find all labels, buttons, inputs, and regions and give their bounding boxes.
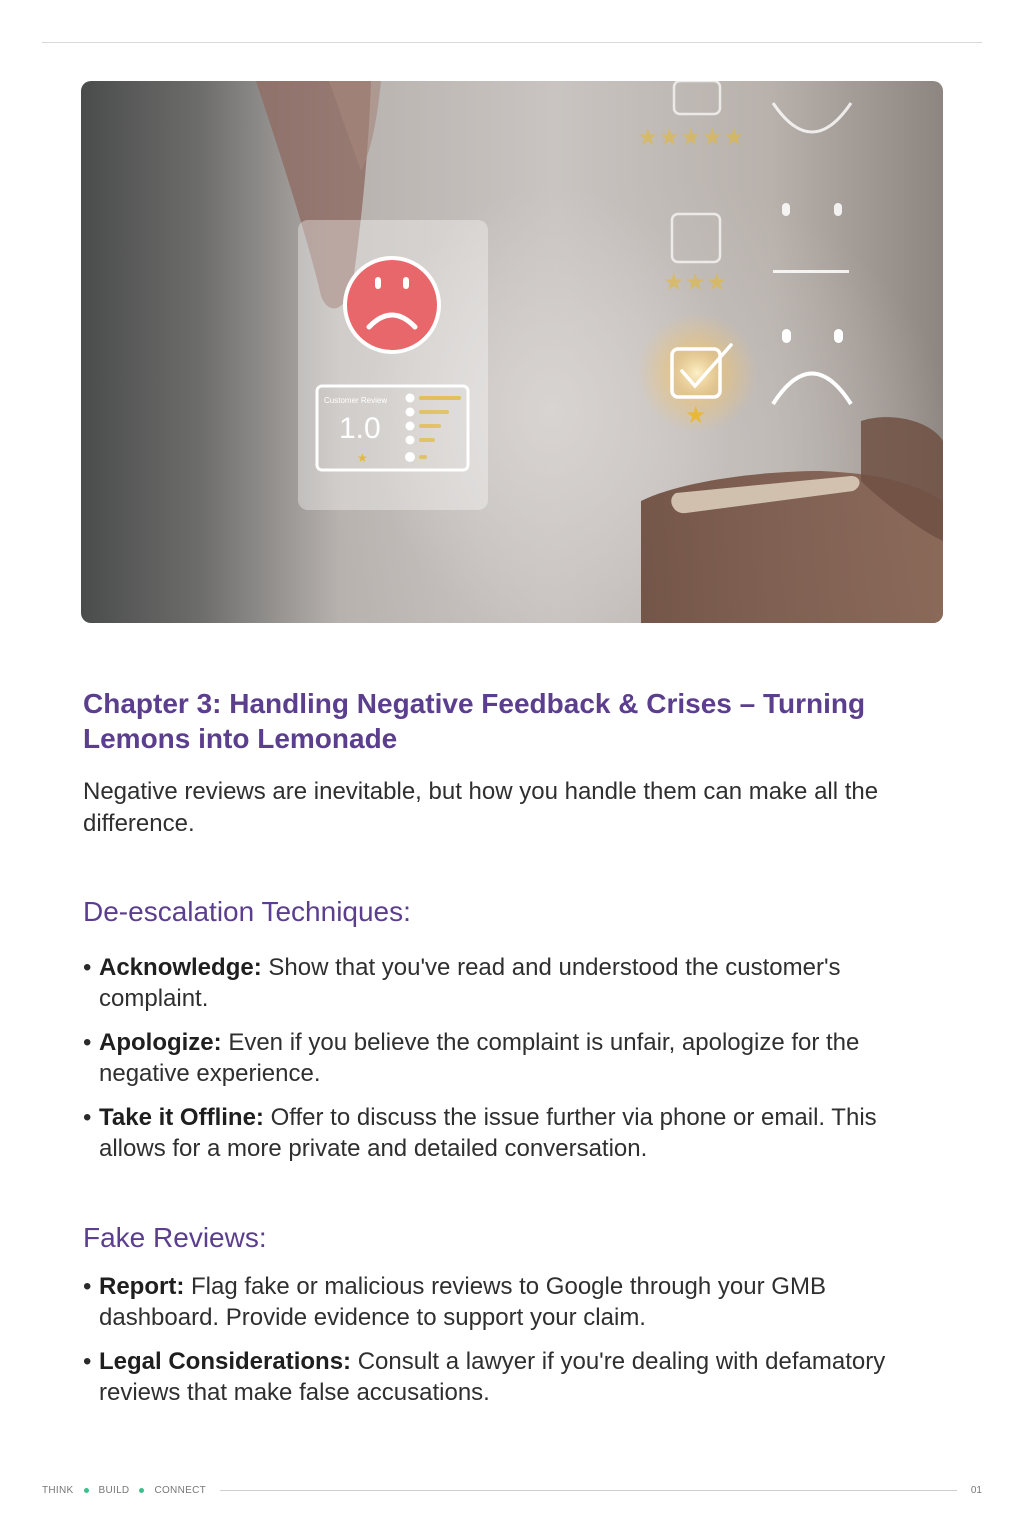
footer-divider bbox=[220, 1490, 957, 1491]
checkbox-icon-2 bbox=[672, 214, 720, 262]
chapter-title: Chapter 3: Handling Negative Feedback & Crises – Turning Lemons into Lemonade bbox=[83, 688, 866, 754]
frown-face-icon bbox=[773, 374, 851, 405]
deescalation-list bbox=[83, 952, 943, 1177]
footer-dot-icon bbox=[84, 1488, 89, 1493]
footer-word-build: BUILD bbox=[98, 1484, 130, 1496]
page-number: 01 bbox=[970, 1484, 982, 1496]
list-item bbox=[83, 1027, 943, 1089]
list-item bbox=[83, 1346, 943, 1408]
review-label: Customer Review bbox=[324, 396, 388, 405]
list-item-text: Even if you believe the complaint is unfair, apologize for the negative experience. bbox=[99, 1029, 860, 1087]
neutral-face-icon bbox=[773, 270, 849, 273]
list-item-term: Report: bbox=[99, 1273, 185, 1300]
list-item-text: Offer to discuss the issue further via phone or email. This allows for a more private and detailed conversation. bbox=[99, 1104, 877, 1162]
list-item bbox=[83, 1102, 943, 1164]
list-item bbox=[83, 1271, 943, 1333]
one-star-icon: ★ bbox=[685, 401, 707, 429]
section-title-fake-reviews: Fake Reviews: bbox=[83, 1222, 267, 1253]
page-footer bbox=[42, 1483, 982, 1497]
hero-image bbox=[81, 81, 943, 623]
three-stars-icon: ★★★ bbox=[663, 268, 728, 296]
list-item-term: Legal Considerations: bbox=[99, 1348, 352, 1375]
chapter-intro: Negative reviews are inevitable, but how you handle them can make all the difference. bbox=[83, 778, 879, 837]
sad-face-icon bbox=[345, 258, 439, 352]
list-item-term: Apologize: bbox=[99, 1029, 222, 1056]
list-item-term: Acknowledge: bbox=[99, 954, 262, 981]
footer-word-think: THINK bbox=[42, 1484, 74, 1496]
list-item-term: Take it Offline: bbox=[99, 1104, 264, 1131]
list-item-text: Flag fake or malicious reviews to Google through your GMB dashboard. Provide evidence to support your claim. bbox=[99, 1273, 826, 1331]
list-item-text: Consult a lawyer if you're dealing with defamatory reviews that make false accusations. bbox=[99, 1348, 886, 1406]
section-title-deescalation: De-escalation Techniques: bbox=[83, 896, 411, 927]
smile-face-icon bbox=[773, 103, 851, 132]
five-stars-icon: ★★★★★ bbox=[637, 123, 745, 151]
hero-illustration bbox=[81, 81, 943, 623]
svg-text:★: ★ bbox=[357, 451, 368, 465]
footer-dot-icon bbox=[139, 1488, 144, 1493]
list-item-text: Show that you've read and understood the customer's complaint. bbox=[99, 954, 841, 1012]
fake-reviews-list bbox=[83, 1271, 943, 1421]
top-divider bbox=[42, 42, 982, 43]
footer-word-connect: CONNECT bbox=[154, 1484, 206, 1496]
review-score: 1.0 bbox=[339, 412, 381, 445]
checkbox-icon bbox=[674, 81, 720, 114]
list-item bbox=[83, 952, 943, 1014]
